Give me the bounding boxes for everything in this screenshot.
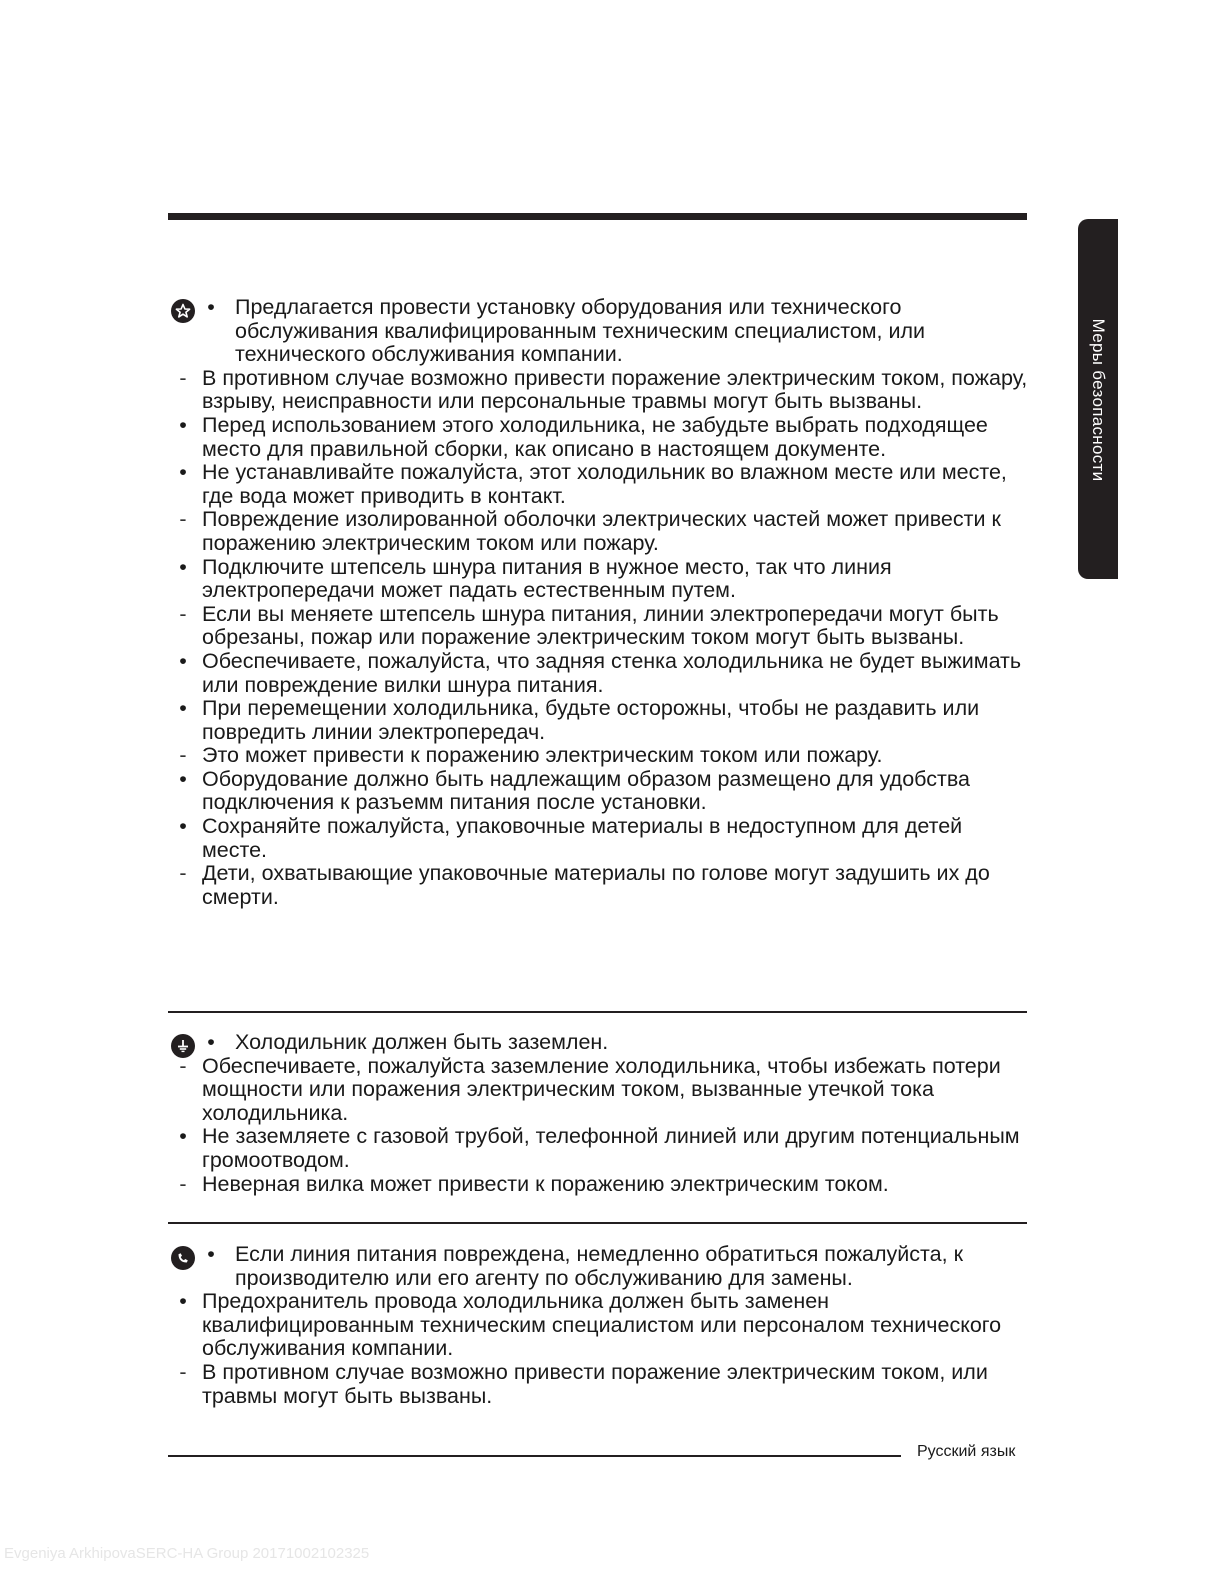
line-text: Не устанавливайте пожалуйста, этот холодильник во влажном месте или месте, где вода может приводить в контакт. [202, 460, 1007, 508]
section-line [168, 1031, 1028, 1055]
dash-marker: - [179, 1053, 187, 1078]
section-line [168, 862, 1028, 909]
dash-marker: - [179, 507, 187, 532]
line-text: Предлагается провести установку оборудования или технического обслуживания квалифицированным техническим специалистом, или технического обслуживания компании. [235, 295, 926, 367]
bullet-marker: • [179, 766, 187, 791]
section-divider [168, 1222, 1027, 1224]
line-text: Сохраняйте пожалуйста, упаковочные материалы в недоступном для детей месте. [202, 814, 963, 862]
bullet-marker: • [179, 554, 187, 579]
top-rule [168, 213, 1027, 220]
line-text: Неверная вилка может привести к поражению электрическим током. [202, 1171, 889, 1196]
bullet-marker: • [179, 1124, 187, 1149]
dash-marker: - [179, 601, 187, 626]
bullet-marker: • [207, 1242, 215, 1266]
bullet-marker: • [179, 460, 187, 485]
line-text: Дети, охватывающие упаковочные материалы по голове могут задушить их до смерти. [202, 861, 990, 909]
section-line [168, 1243, 1028, 1290]
bullet-marker: • [179, 696, 187, 721]
dash-marker: - [179, 861, 187, 886]
section-line [168, 461, 1028, 508]
bullet-marker: • [207, 295, 215, 319]
section-line [168, 815, 1028, 862]
line-text: Обеспечиваете, пожалуйста, что задняя стенка холодильника не будет выжимать или повреждение вилки шнура питания. [202, 648, 1022, 697]
bullet-marker: • [179, 814, 187, 839]
section-line [168, 744, 1028, 768]
dash-marker: - [179, 1359, 187, 1384]
section-line [168, 296, 1028, 367]
line-text: Перед использованием этого холодильника, не забудьте выбрать подходящее место для правильной сборки, как описано в настоящем документе. [202, 412, 988, 461]
side-tab-label: Меры безопасности [1089, 318, 1108, 482]
bullet-marker: • [207, 1030, 215, 1054]
line-text: Обеспечиваете, пожалуйста заземление холодильника, чтобы избежать потери мощности или поражения электрическим током, вызванные утечкой тока холодильника. [202, 1053, 1001, 1125]
line-text: Это может привести к поражению электрическим током или пожару. [202, 743, 883, 768]
section-installation [168, 296, 1028, 909]
section-line [168, 556, 1028, 603]
line-text: Если линия питания повреждена, немедленно обратиться пожалуйста, к производителю или его агенту по обслуживанию для замены. [235, 1242, 963, 1290]
section-line [168, 508, 1028, 555]
section-power-cord [168, 1243, 1028, 1408]
section-grounding [168, 1031, 1028, 1196]
section-line [168, 697, 1028, 744]
line-text: При перемещении холодильника, будьте осторожны, чтобы не раздавить или повредить линии электропередач. [202, 696, 980, 744]
section-line [168, 768, 1028, 815]
line-text: В противном случае возможно привести поражение электрическим током, пожару, взрыву, неисправности или персональные травмы могут быть вызваны. [202, 365, 1028, 414]
line-text: Предохранитель провода холодильника должен быть заменен квалифицированным техническим специалистом или персоналом технического обслуживания компании. [202, 1289, 1002, 1361]
dash-marker: - [179, 365, 187, 390]
line-text: Холодильник должен быть заземлен. [235, 1030, 609, 1054]
section-line [168, 603, 1028, 650]
bullet-marker: • [179, 412, 187, 437]
bullet-marker: • [179, 1289, 187, 1314]
section-line [168, 1290, 1028, 1361]
footer-language: Русский язык [917, 1443, 1016, 1460]
line-text: Если вы меняете штепсель шнура питания, линии электропередачи могут быть обрезаны, пожар или поражение электрическим током могут быть вызваны. [202, 601, 999, 650]
line-text: В противном случае возможно привести поражение электрическим током, или травмы могут быть вызваны. [202, 1359, 988, 1408]
line-text: Повреждение изолированной оболочки электрических частей может привести к поражению электрическим током или пожару. [202, 507, 1001, 555]
section-line [168, 367, 1028, 414]
section-line [168, 1125, 1028, 1172]
section-line [168, 1173, 1028, 1197]
section-line [168, 650, 1028, 697]
watermark: Evgeniya ArkhipovaSERC-HA Group 20171002102325 [4, 1545, 370, 1562]
bottom-rule [168, 1455, 901, 1457]
dash-marker: - [179, 743, 187, 768]
section-line [168, 1055, 1028, 1126]
section-divider [168, 1011, 1027, 1013]
line-text: Не заземляете с газовой трубой, телефонной линией или другим потенциальным громоотводом. [202, 1124, 1020, 1172]
bullet-marker: • [179, 648, 187, 673]
dash-marker: - [179, 1171, 187, 1196]
line-text: Оборудование должно быть надлежащим образом размещено для удобства подключения к разъемм питания после установки. [202, 766, 970, 815]
line-text: Подключите штепсель шнура питания в нужное место, так что линия электропередачи может падать естественным путем. [202, 554, 892, 603]
section-line [168, 1361, 1028, 1408]
section-line [168, 414, 1028, 461]
